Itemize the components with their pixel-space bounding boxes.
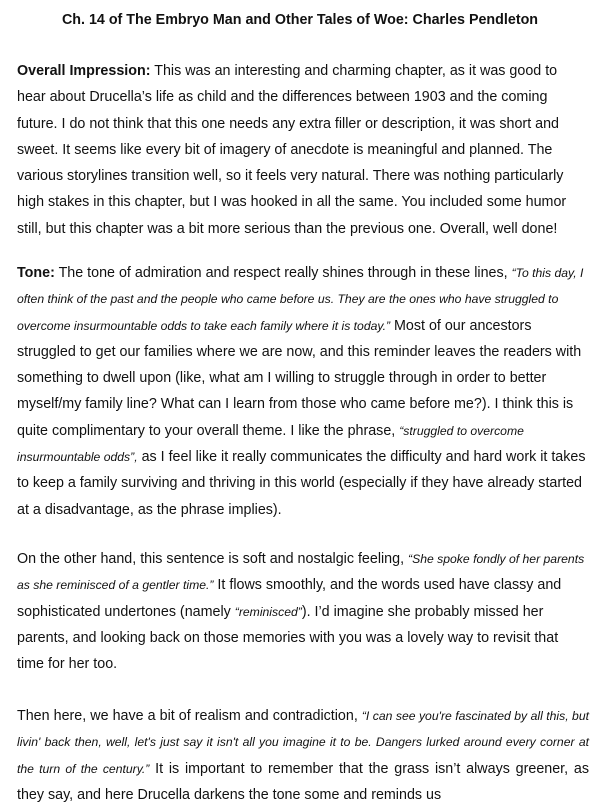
realism-paragraph [17, 703, 589, 808]
tone-quote-1: “To this day, I often think of the past and the people who came before us. They are the ones who have struggled to overcome insurmountable odds to take each family where it is today.” [17, 266, 584, 333]
tone-label: Tone: [17, 265, 55, 281]
tone-text-1: The tone of admiration and respect really shines through in these lines, [54, 265, 512, 281]
other-hand-paragraph [17, 546, 589, 677]
realism-text-1: Then here, we have a bit of realism and contradiction, [17, 708, 362, 724]
overall-impression-label: Overall Impression: [17, 63, 151, 79]
other-hand-quote-1: “She spoke fondly of her parents as she reminisced of a gentler time.” [17, 552, 585, 593]
tone-text-3: as I feel like it really communicates the difficulty and hard work it takes to keep a family surviving and thriving in this world (especially if they have already started at a disadvantage, as the phrase implies). [17, 449, 586, 518]
other-hand-text-2: It flows smoothly, and the words used have classy and sophisticated undertones (namely [17, 577, 562, 620]
tone-paragraph [17, 260, 589, 523]
overall-impression-text: This was an interesting and charming chapter, as it was good to hear about Drucella’s life as child and the differences between 1903 and the coming future. I do not think that this one needs any extra filler or description, it was short and sweet. It seems like every bit of imagery of anecdote is meaningful and planned. The various storylines transition well, so it feels very natural. There was nothing particularly high stakes in this chapter, but I was hooked in all the same. You included some humor still, but this chapter was a bit more serious than the previous one. Overall, well done! [17, 63, 567, 237]
other-hand-text-3: ). I’d imagine she probably missed her parents, and looking back on those memories with you was a lovely way to revisit that time for her too. [17, 603, 559, 673]
document-title: Ch. 14 of The Embryo Man and Other Tales of Woe: Charles Pendleton [61, 12, 539, 28]
realism-text-2: It is important to remember that the grass isn’t always greener, as they say, and here Drucella darkens the tone some and reminds us [17, 760, 590, 803]
other-hand-quote-2: “reminisced” [234, 604, 302, 619]
tone-text-2: Most of our ancestors struggled to get our families where we are now, and this reminder leaves the readers with something to dwell upon (like, what am I willing to struggle through in order to better myself/my family line? What can I learn from those who came before me?). I think this is quite complimentary to your overall theme. I like the phrase, [17, 317, 582, 439]
other-hand-text-1: On the other hand, this sentence is soft and nostalgic feeling, [17, 551, 409, 567]
tone-quote-2: “struggled to overcome insurmountable odds”, [17, 423, 524, 465]
realism-quote-1: “I can see you're fascinated by all this, but livin' back then, well, let's just say it isn't all you imagine it to be. Dangers lurked around every corner at the turn of the century.” [17, 709, 589, 776]
overall-impression-paragraph [17, 58, 589, 242]
